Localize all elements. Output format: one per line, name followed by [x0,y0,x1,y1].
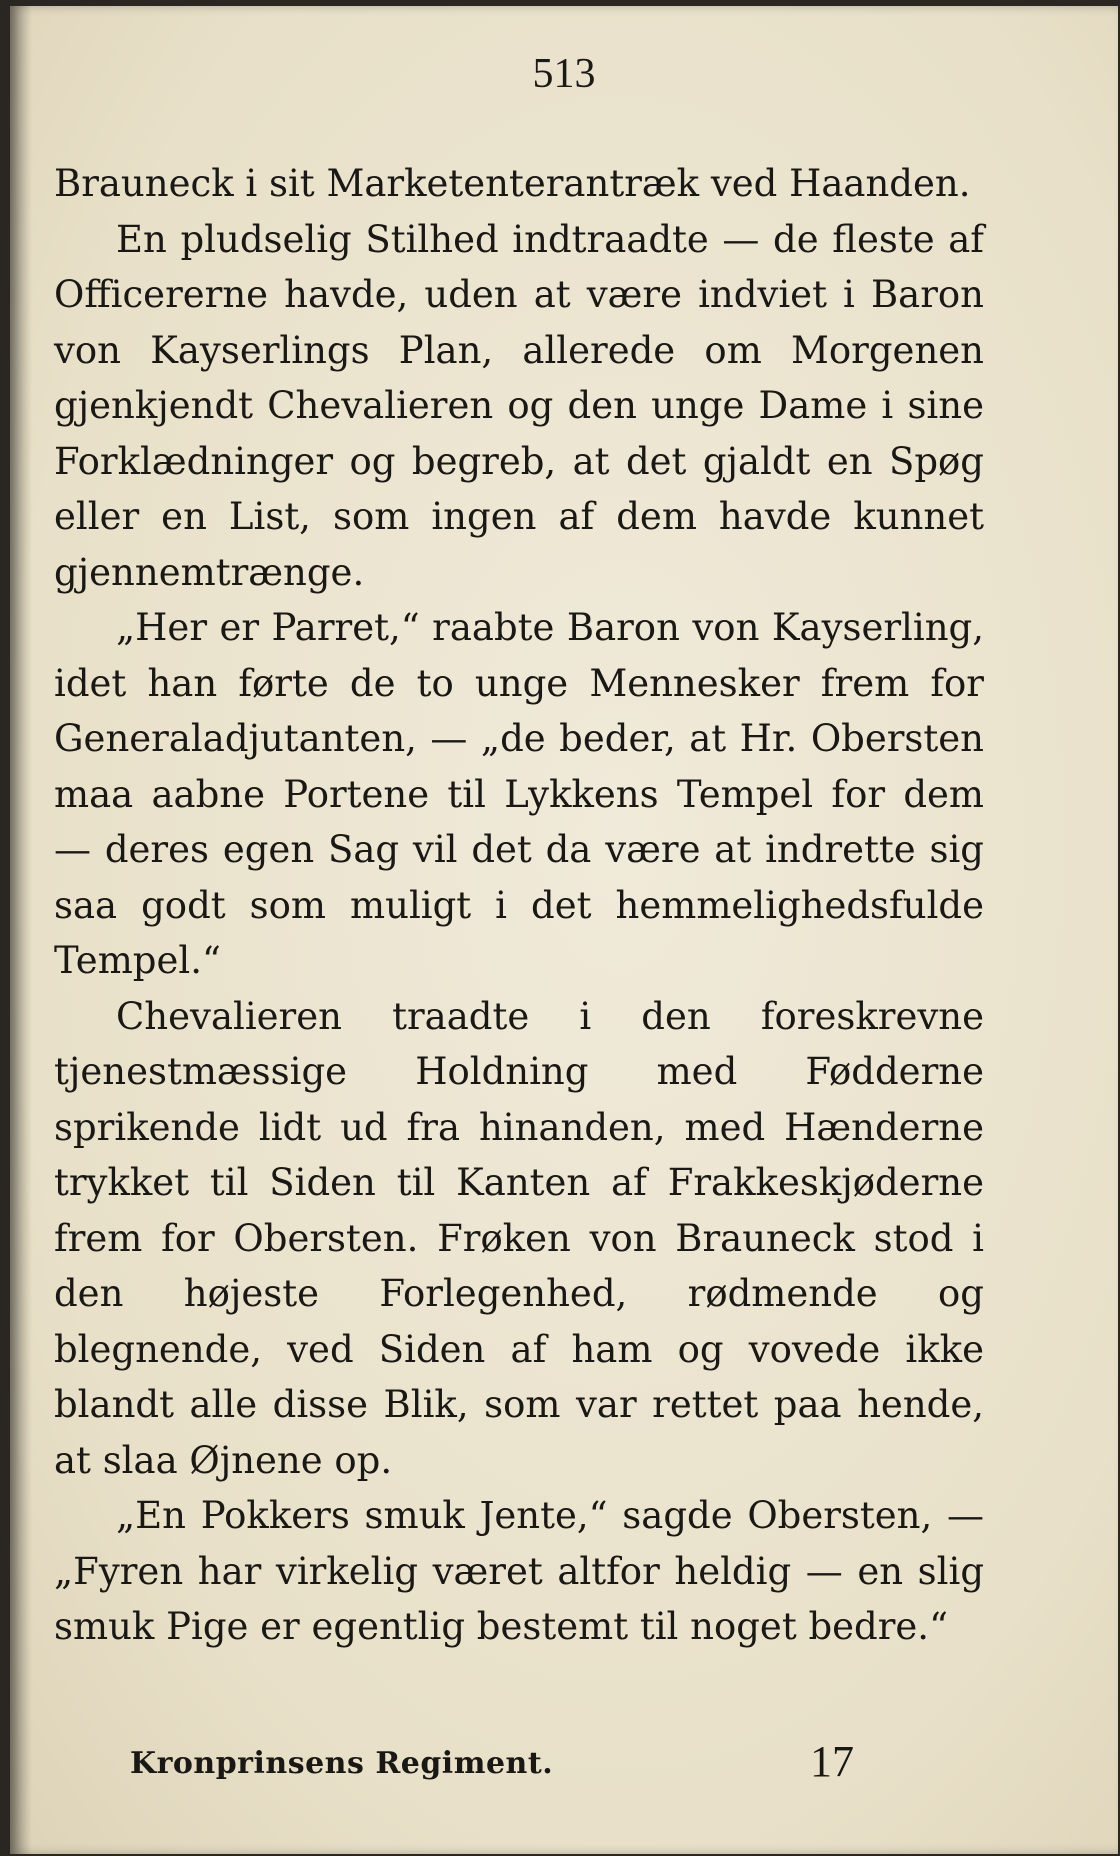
paragraph: En pludselig Stilhed indtraadte — de fleste af Officererne havde, uden at være indviet i Baron von Kayserlings Plan, allerede om Morgenen gjenkjendt Chevalieren og den unge Dame i sine Forklædninger og begreb, at det gjaldt en Spøg eller en List, som ingen af dem havde kunnet gjennemtrænge. [54,217,984,594]
sheet-number: 17 [810,1737,854,1786]
paragraph: Chevalieren traadte i den foreskrevne tjenestmæssige Holdning med Fødderne sprikende lidt ud fra hinanden, med Hænderne trykket til Siden til Kanten af Frakkeskjøderne frem for Obersten. Frøken von Brauneck stod i den højeste Forlegenhed, rødmende og blegnende, ved Siden af ham og vovede ikke blandt alle disse Blik, som var rettet paa hende, at slaa Øjnene op. [54,994,984,1482]
page-footer [130,1736,1030,1796]
paragraph: „En Pokkers smuk Jente,“ sagde Obersten, — „Fyren har virkelig været altfor heldig — en slig smuk Pige er egentlig bestemt til noget bedre.“ [54,1494,984,1648]
page-spine-shadow [10,6,32,1854]
body-text [54,156,984,1655]
book-page [10,6,1118,1854]
signature-mark: Kronprinsens Regiment. [130,1746,554,1781]
paragraph: Brauneck i sit Marketenterantræk ved Haanden. [54,162,971,205]
page-number: 513 [532,51,596,97]
paragraph: „Her er Parret,“ raabte Baron von Kayserling, idet han førte de to unge Mennesker frem for Generaladjutanten, — „de beder, at Hr. Obersten maa aabne Portene til Lykkens Tempel for dem — deres egen Sag vil det da være at indrette sig saa godt som muligt i det hemmelighedsfulde Tempel.“ [54,606,984,982]
